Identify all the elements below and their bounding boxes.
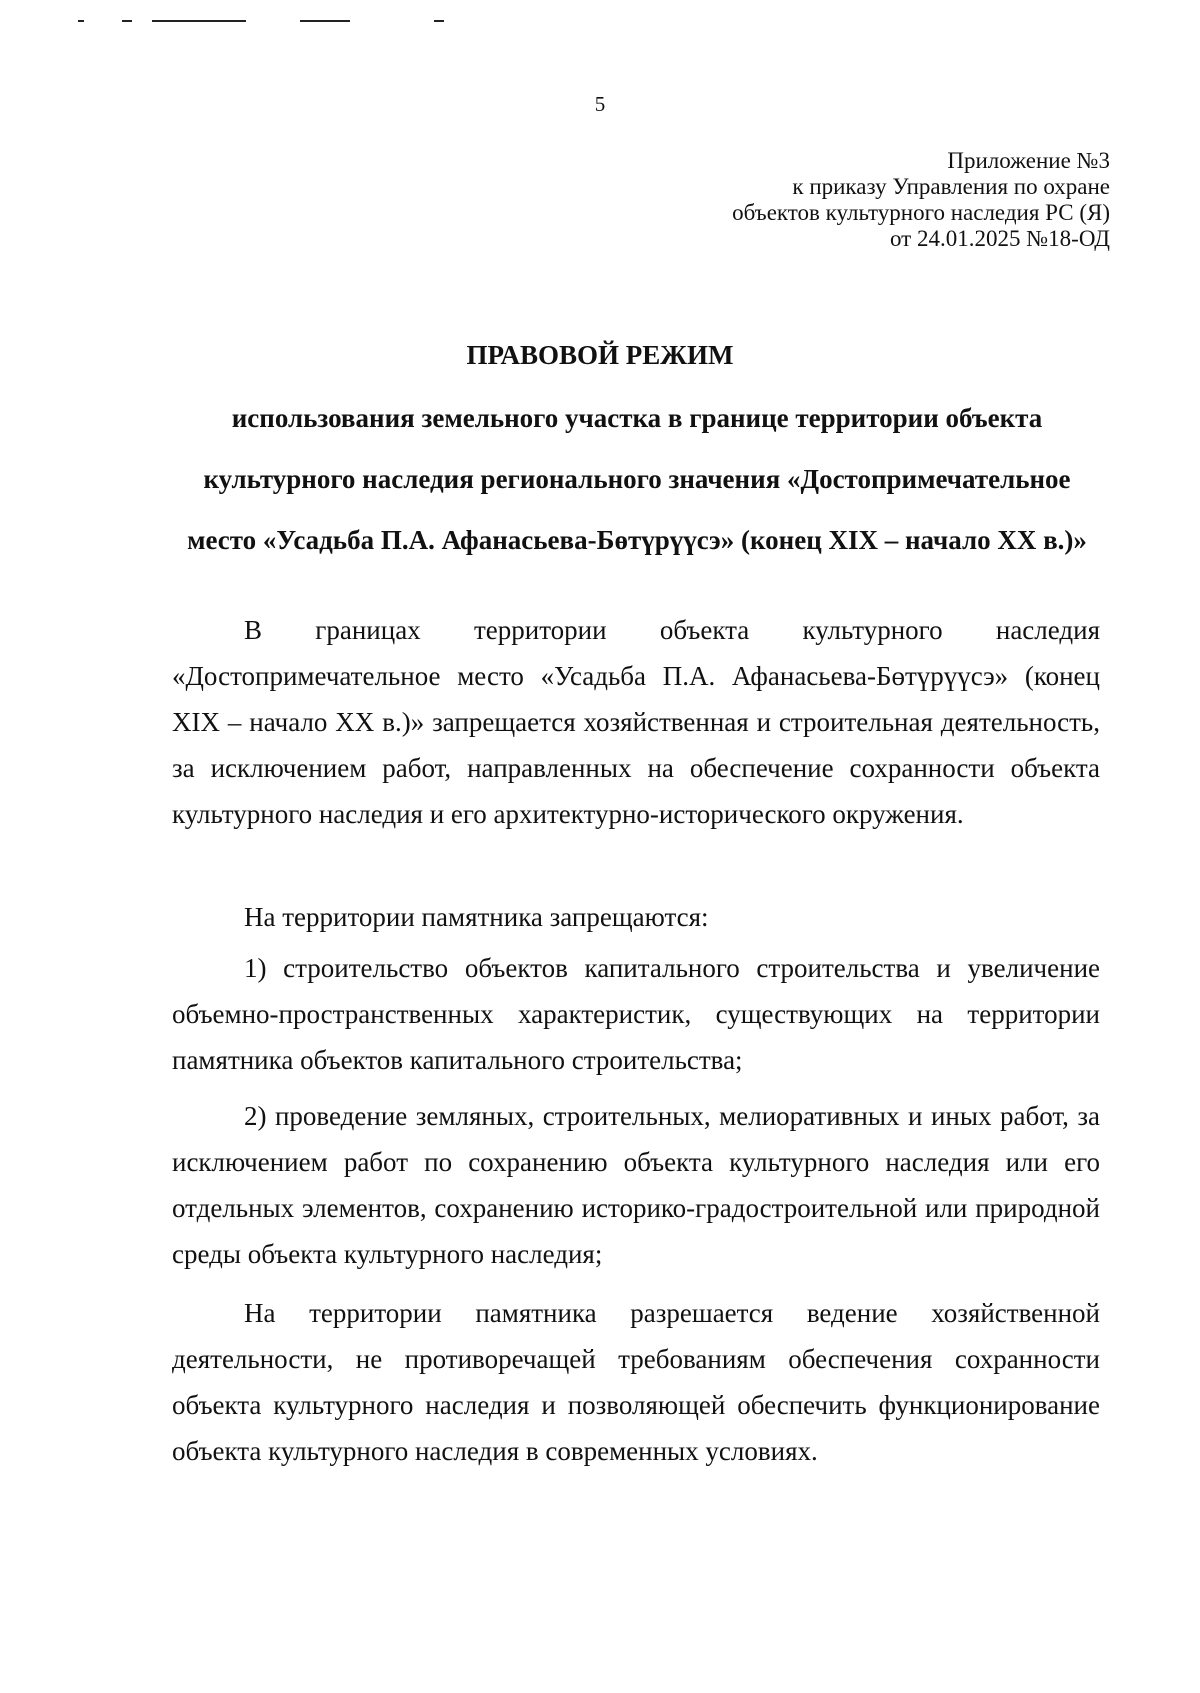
paragraph-text: На территории памятника разрешается ведение хозяйственной деятельности, не противоречащей требованиям обеспечения сохранности объекта культурного наследия и позволяющей обеспечить функционирование объекта культурного наследия в современных условиях. [172, 1298, 1100, 1466]
document-title: ПРАВОВОЙ РЕЖИМ [466, 340, 734, 370]
paragraph-text: 2) проведение земляных, строительных, мелиоративных и иных работ, за исключением работ по сохранению объекта культурного наследия или его отдельных элементов, сохранению историко-градостроительной или природной среды объекта культурного наследия; [172, 1101, 1100, 1269]
document-subtitle: использования земельного участка в границе территории объекта культурного наследия регионального значения «Достопримечательное место «Усадьба П.А. Афанасьева-Бөтүрүүсэ» (конец XIX – начало XX в.)» [187, 403, 1087, 555]
scan-artifact-mark [122, 20, 132, 22]
appendix-line: от 24.01.2025 №18-ОД [889, 226, 1110, 251]
paragraph-text: В границах территории объекта культурного наследия «Достопримечательное место «Усадьба П.А. Афанасьева-Бөтүрүүсэ» (конец XIX – начало XX в.)» запрещается хозяйственная и строительная деятельность, за исключением работ, направленных на обеспечение сохранности объекта культурного наследия и его архитектурно-исторического окружения. [172, 615, 1100, 829]
body-paragraph [172, 945, 1100, 1083]
body-paragraph [172, 607, 1100, 837]
appendix-line: объектов культурного наследия РС (Я) [732, 200, 1110, 225]
scan-artifact-mark [152, 20, 246, 22]
appendix-line: Приложение №3 [947, 148, 1110, 173]
paragraph-text: На территории памятника запрещаются: [244, 902, 709, 932]
page-number: 5 [594, 92, 606, 116]
scan-artifact-mark [300, 20, 350, 22]
body-paragraph [172, 1290, 1100, 1474]
scan-artifact-mark [78, 20, 84, 22]
scan-artifact-mark [434, 20, 444, 22]
appendix-block [732, 148, 1110, 252]
appendix-line: к приказу Управления по охране [792, 174, 1110, 199]
body-paragraph [172, 1093, 1100, 1277]
paragraph-text: 1) строительство объектов капитального строительства и увеличение объемно-пространственных характеристик, существующих на территории памятника объектов капитального строительства; [172, 953, 1100, 1075]
body-paragraph [172, 894, 1100, 940]
